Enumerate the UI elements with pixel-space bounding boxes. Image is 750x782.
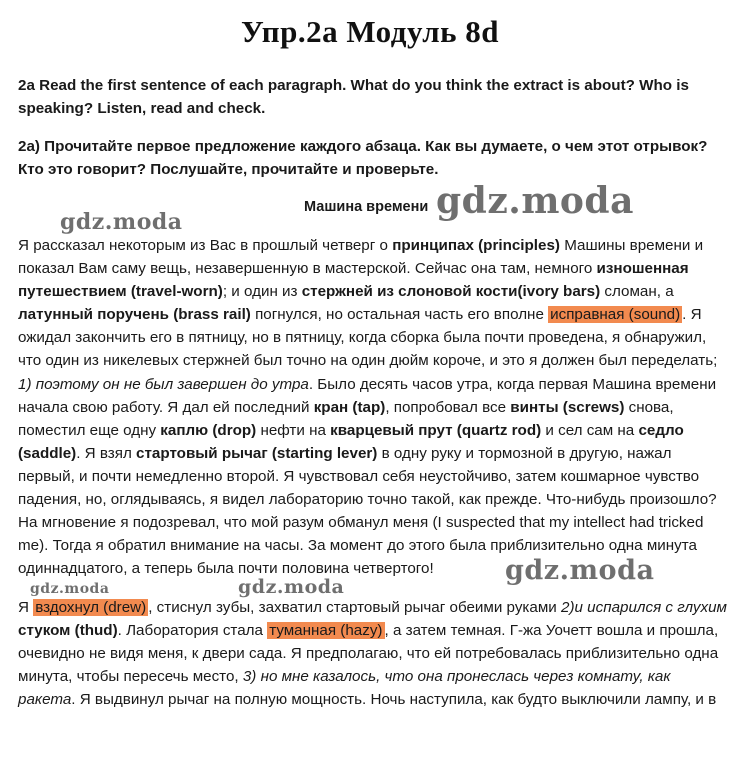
bold-term: кварцевый прут (quartz rod) xyxy=(330,421,542,439)
bold-term: кран (tap) xyxy=(313,398,386,416)
bold-term: стартовый рычаг (starting lever) xyxy=(136,444,378,462)
text-run: погнулся, но остальная часть его вполне xyxy=(250,306,549,324)
text-run: снова, поместил еще одну xyxy=(18,398,674,439)
story-title: Машина времени xyxy=(304,199,429,215)
text-run: Машины времени и показал Вам саму вещь, незавершенную в мастерской. Сейчас она там, немного xyxy=(18,237,704,278)
bold-term: стержней из слоновой кости(ivory bars) xyxy=(301,283,601,301)
highlighted-term: туманная (hazy) xyxy=(269,622,383,640)
text-run: и сел сам на xyxy=(541,421,639,439)
bold-term: изношенная путешествием (travel-worn) xyxy=(18,260,689,301)
text-run: . Лаборатория стала xyxy=(117,622,268,640)
italic-phrase: 1) поэтому он не был завершен до утра xyxy=(18,375,309,393)
paragraph-2 xyxy=(18,596,730,711)
text-run: сломан, а xyxy=(600,283,674,301)
text-run: . Было десять часов утра, когда первая Машина времени начала свою работу. Я дал ей последний xyxy=(18,375,717,416)
watermark: gdz.moda xyxy=(30,581,110,597)
watermark: gdz.moda xyxy=(505,555,655,586)
task-instruction-russian: 2а) Прочитайте первое предложение каждого абзаца. Как вы думаете, о чем этот отрывок? Кто это говорит? Послушайте, прочитайте и проверьте. xyxy=(18,138,708,178)
text-run: , а затем темная. Г-жа Уочетт вошла и прошла, очевидно не видя меня, к двери сада. Я предполагаю, что ей потребовалась приблизительно одна минута, чтобы пересечь место, xyxy=(18,622,719,686)
text-run: нефти на xyxy=(256,421,331,439)
bold-term: каплю (drop) xyxy=(160,421,257,439)
bold-term: винты (screws) xyxy=(510,398,625,416)
text-run: в одну руку и тормозной в другую, нажал первый, и почти немедленно второй. Я чувствовал себя неустойчиво, затем кошмарное чувство падения, но, оглядываясь, я видел лабораторию точно такой, как прежде. Что-нибудь произошло? На мгновение я подозревал, что мой разум обманул меня (I suspected that my intellect had tricked me). Тогда я обратил внимание на часы. За момент до этого была приблизительно одна минута одиннадцатого, а теперь была почти половина четвертого! xyxy=(18,444,717,578)
text-run: Я рассказал некоторым из Вас в прошлый четверг о xyxy=(18,237,393,254)
bold-term: седло (saddle) xyxy=(18,421,684,462)
page-title: Упр.2а Модуль 8d xyxy=(241,14,499,49)
paragraph-1 xyxy=(18,234,730,580)
text-run: . Я ожидал закончить его в пятницу, но в пятницу, когда сборка была почти проведена, я обнаружил, что один из никелевых стержней был точно на один дюйм короче, и это я должен был переделать; xyxy=(18,306,718,370)
bold-term: стуком (thud) xyxy=(18,622,118,640)
task-instruction-english: 2a Read the first sentence of each paragraph. What do you think the extract is about? Who is speaking? Listen, read and check. xyxy=(18,77,689,117)
highlighted-term: вздохнул (drew) xyxy=(35,599,147,616)
text-run: . Я выдвинул рычаг на полную мощность. Ночь наступила, как будто выключили лампу, и в xyxy=(71,691,717,709)
bold-term: принципах (principles) xyxy=(392,237,560,254)
italic-phrase: 3) но мне казалось, что она пронеслась через комнату, как ракета xyxy=(18,668,671,709)
text-run: ; и один из xyxy=(222,283,302,301)
highlighted-term: исправная (sound) xyxy=(550,306,681,324)
watermark: gdz.moda xyxy=(436,180,634,222)
text-run: Я xyxy=(18,599,34,616)
text-run: . Я взял xyxy=(76,444,137,462)
italic-phrase: 2)и испарился с глухим xyxy=(561,599,727,616)
watermark: gdz.moda xyxy=(238,576,345,598)
text-run: , стиснул зубы, захватил стартовый рычаг обеими руками xyxy=(148,599,561,616)
watermark: gdz.moda xyxy=(60,209,183,235)
text-run: , попробовал все xyxy=(385,398,511,416)
bold-term: латунный поручень (brass rail) xyxy=(18,306,251,324)
